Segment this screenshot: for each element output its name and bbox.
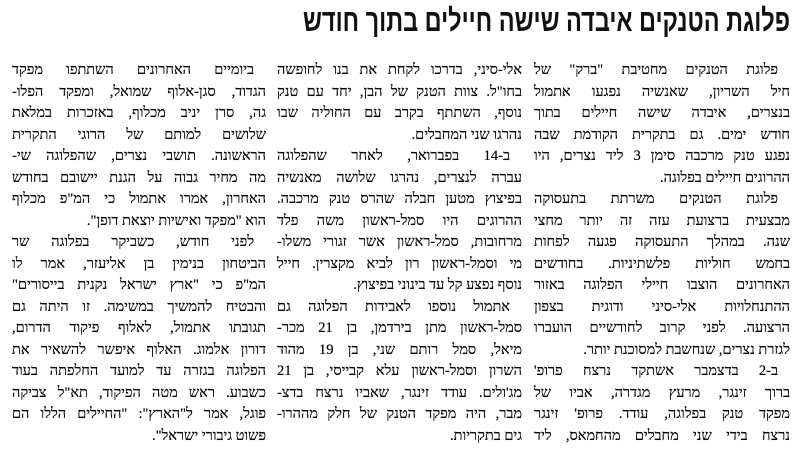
text-line: מה מחיר גבוה על הגנת יישובם בחודש	[12, 169, 266, 186]
text-line: פלוגת הטנקים משרתת בתעסוקה	[534, 191, 778, 207]
text-line: תגובתו אתמול, לאלוף פיקוד הדרום,	[12, 320, 266, 336]
text-line: ההתנחלויות אלי-סיני ודוגית בצפון	[534, 298, 790, 315]
text-line: נהרגו שני המחבלים.	[411, 126, 522, 143]
paragraph	[277, 297, 522, 448]
text-line: בחו"ל. צוות הטנק של הבן, יחד עם טנק	[277, 83, 522, 100]
text-line: ברוך זינגר, מרעץ מגדרה, אביו של	[534, 384, 790, 401]
text-line: פוגל, אמר ל"הארץ": "החיילים הללו הם	[12, 406, 266, 422]
text-line: שנה. במהלך התעסוקה פגעה לפחות	[534, 234, 790, 250]
text-line: בחמש חוליות פלשתיניות. בחודשים	[534, 255, 790, 272]
paragraph	[277, 146, 522, 297]
article-column-left	[12, 60, 266, 447]
text-line: מי וסמל-ראשון רון לביא מקצרין. חייל	[277, 255, 522, 272]
text-line: ביומיים האחרונים השתתפו מפקד	[12, 62, 254, 78]
text-line: האחרון, אמרו אתמול כי המ"פ מכלוף	[12, 191, 266, 207]
text-line: האחרונים הוצבו חיילי הפלוגה באזור	[534, 277, 790, 293]
text-line: המ"פ כי "ארץ ישראל נקנית בייסורים"	[12, 277, 266, 293]
text-line: והבטיח להמשיך במשימה. זו היתה גם	[12, 298, 266, 315]
text-line: שלושים למותם של הרוגי התקרית	[12, 126, 266, 143]
article-column-right	[534, 60, 790, 447]
text-line: מבצעית ברצועת עזה זה יותר מחצי	[534, 212, 790, 229]
text-line: פשוט גיבורי ישראל".	[151, 427, 266, 444]
text-line: ההרוגים היו סמל-ראשון משה פלד	[277, 212, 522, 229]
headline-container	[290, 1, 790, 41]
text-line: הוא "מפקד ואישיות יוצאת דופן".	[86, 212, 266, 229]
text-line: נפגע טנק מרכבה סימן 3 ליד נצרים, היו	[534, 148, 790, 164]
text-line: גים בתקריות.	[450, 427, 522, 444]
paragraph	[534, 189, 790, 361]
text-line: הראשונה. תושבי נצרים, שהפלוגה שי-	[12, 148, 266, 164]
text-line: מרחובות, סמל-ראשון אשר זגורי משלו-	[277, 234, 522, 250]
text-line: נוסף, השתתף בקרב עם החוליה שבו	[277, 105, 522, 121]
text-line: נוסף נפצע קל עד בינוני בפיצוץ.	[353, 277, 522, 293]
paragraph	[12, 232, 266, 447]
text-line: הביטחון בנימין בן אליעזר, אמר לו	[12, 255, 266, 272]
text-line: ב-2 בדצמבר אשתקד נרצח פרופ'	[534, 363, 778, 379]
paragraph	[12, 60, 266, 232]
text-line: סמל-ראשון מתן בירדמן, בן 21 מכר-	[277, 320, 522, 336]
paragraph	[534, 60, 790, 189]
text-line: חודש ימים. גם בתקרית הקודמת שבה	[534, 126, 790, 143]
text-line: ההרוגים חיילים בפלוגה.	[659, 169, 790, 186]
text-line: לפני חודש, כשביקר בפלוגה שר	[12, 234, 254, 250]
paragraph	[534, 361, 790, 447]
text-line: מבר, היה מפקד הטנק של חלק מההרו-	[277, 406, 522, 422]
text-line: חיל השריון, שאנשיה נפגעו אתמול	[534, 83, 790, 100]
text-line: מפקד טנק בפלוגה, עודד. פרופ' זינגר	[534, 406, 790, 422]
text-line: נרצח בידי שני מחבלים מהחמאס, ליד	[534, 427, 790, 444]
text-line: מג'ולים. עודד זינגר, שאביו נרצח בדצ-	[277, 384, 522, 401]
text-line: הרצועה. לפני קרוב לחודשיים הועברו	[534, 320, 790, 336]
text-line: בנצרים, איבדה שישה חיילים בתוך	[534, 105, 790, 121]
text-line: לגזרת נצרים, שנחשבת למסוכנת יותר.	[583, 341, 790, 358]
text-line: מיאל, סמל רותם שני, בן 19 מהוד	[277, 341, 523, 358]
text-line: הגדוד, סגן-אלוף שמואל, ומפקד הפלו-	[12, 83, 266, 100]
text-line: אתמול נוספו לאבידות הפלוגה גם	[277, 298, 510, 315]
text-line: פלוגת הטנקים מחטיבת "ברק" של	[534, 62, 778, 78]
text-line: דורון אלמוג. האלוף איפשר להשאיר את	[12, 341, 266, 358]
text-line: כשבוע. ראש מטה הפיקוד, תא"ל צביקה	[12, 384, 266, 401]
text-line: ב-14 בפברואר, לאחר שהפלוגה	[277, 148, 510, 164]
text-line: עברה לנצרים, נהרגו שלושה מאנשיה	[277, 169, 522, 186]
text-line: אלי-סיני, בדרכו לקחת את בנו לחופשה	[277, 62, 522, 78]
text-line: השרון וסמל-ראשון עלא קבייסי, בן 21	[277, 363, 522, 379]
article-column-middle	[277, 60, 522, 447]
text-line: גה, סרן יניב מכלוף, באזכרות במלאת	[12, 105, 266, 121]
text-line: הפלוגה בגזרה עד למועד החלפתה בעוד	[12, 363, 266, 379]
text-line: בפיצוץ מטען חבלה שהרס טנק מרכבה.	[277, 191, 522, 207]
headline: פלוגת הטנקים איבדה שישה חיילים בתוך חודש	[303, 3, 790, 38]
paragraph	[277, 60, 522, 146]
